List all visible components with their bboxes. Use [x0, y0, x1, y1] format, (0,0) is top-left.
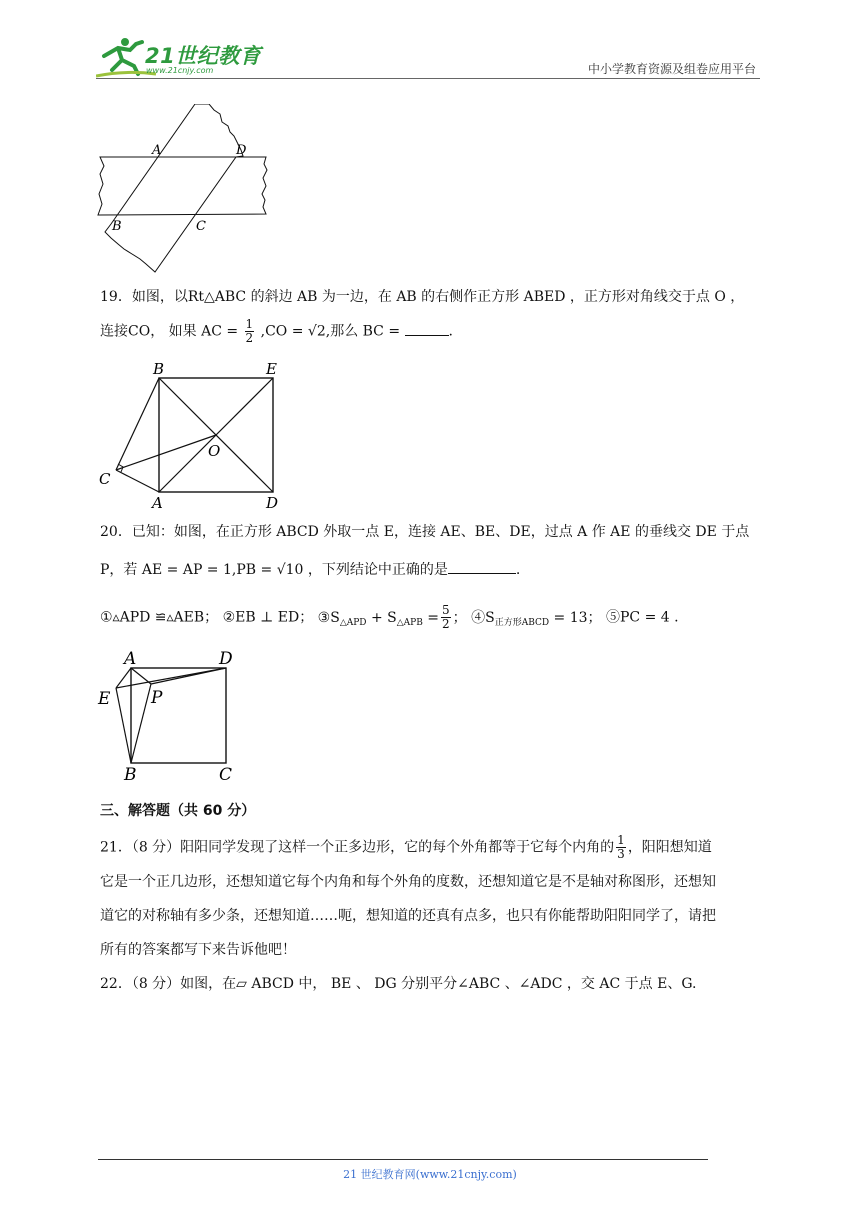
label-b: B — [112, 219, 122, 234]
label-a: A — [124, 649, 137, 669]
label-e: E — [98, 689, 111, 709]
logo-text: 21世纪教育 — [145, 44, 262, 68]
option-5: ⑤PC = 4 . — [606, 609, 679, 626]
q19-frac-num: 1 — [245, 317, 254, 331]
option-4-value: = 13； — [549, 609, 602, 626]
q19-period: . — [448, 323, 453, 340]
label-o: O — [208, 442, 221, 460]
question-20-line2 — [100, 560, 764, 580]
question-19-line1: 19．如图，以Rt△ABC 的斜边 AB 为一边，在 AB 的右侧作正方形 ABED ，正方形对角线交于点 O ， — [100, 289, 745, 305]
question-19-line2 — [100, 318, 764, 345]
option-4-s: ④S — [471, 609, 495, 626]
label-a: A — [152, 143, 162, 158]
label-e: E — [266, 360, 277, 378]
label-d: D — [219, 649, 233, 669]
label-d: D — [236, 143, 247, 158]
label-c: C — [219, 765, 233, 785]
label-p: P — [151, 688, 163, 708]
label-d: D — [266, 494, 279, 512]
logo-url: www.21cnjy.com — [146, 66, 214, 75]
footer-link[interactable]: 21 世纪教育网(www.21cnjy.com) — [343, 1168, 517, 1181]
label-c: C — [99, 470, 111, 488]
option-4-sub: 正方形ABCD — [494, 617, 550, 628]
header-platform-name: 中小学教育资源及组卷应用平台 — [587, 62, 756, 76]
q21-fraction — [616, 834, 626, 861]
option-2: ②EB ⊥ ED； — [222, 609, 314, 626]
figure-20-square — [96, 646, 246, 786]
option-3-sub2: △APB — [396, 617, 423, 628]
answer-blank[interactable] — [405, 323, 449, 336]
option-3-fraction — [441, 604, 451, 631]
label-b: B — [153, 360, 165, 378]
q20-period: . — [515, 562, 521, 578]
option-3-num: 5 — [442, 603, 450, 617]
option-3-sub1: △APD — [339, 617, 367, 628]
section-title: 三、解答题（共 60 分） — [100, 803, 256, 819]
q19-text-b: ,CO = √2,那么 BC = — [260, 323, 401, 340]
label-b: B — [124, 765, 137, 785]
question-21-line1 — [100, 834, 764, 861]
question-21-line4: 所有的答案都写下来告诉他吧！ — [100, 942, 296, 958]
answer-blank[interactable] — [448, 561, 516, 574]
q21-frac-num: 1 — [617, 833, 625, 847]
option-3-den: 2 — [442, 617, 450, 631]
question-20-line1: 20．已知：如图，在正方形 ABCD 外取一点 E，连接 AE、BE、DE，过点 A 作 AE 的垂线交 DE 于点 — [100, 524, 750, 540]
figure-18-strips — [96, 104, 271, 276]
option-3-s: ③S — [317, 609, 340, 626]
question-22-line1: 22．（8 分）如图，在▱ ABCD 中， BE 、 DG 分别平分∠ABC 、∠ADC ，交 AC 于点 E、G. — [100, 976, 697, 992]
option-1: ①▵APD ≌▵AEB； — [100, 609, 219, 626]
header-divider — [96, 78, 760, 79]
option-3-eq: = — [422, 609, 440, 626]
option-3-plus: + S — [366, 609, 397, 626]
q19-frac-den: 2 — [245, 331, 254, 345]
option-3-end: ； — [452, 609, 467, 626]
label-a: A — [152, 494, 163, 512]
question-21-line3: 道它的对称轴有多少条，还想知道……呃，想知道的还真有点多，也只有你能帮助阳阳同学了，请把 — [100, 908, 716, 924]
option-4 — [471, 610, 601, 626]
q20-text-a: P，若 AE = AP = 1,PB = √10 ，下列结论中正确的是 — [100, 562, 448, 578]
option-3 — [317, 603, 467, 631]
footer-divider — [98, 1159, 708, 1160]
question-21-line2: 它是一个正几边形，还想知道它每个内角和每个外角的度数，还想知道它是不是轴对称图形，还想知 — [100, 874, 716, 890]
q21-text-b: ，阳阳想知道 — [627, 839, 712, 856]
q21-text-a: 21．（8 分）阳阳同学发现了这样一个正多边形，它的每个外角都等于它每个内角的 — [100, 839, 615, 856]
question-20-options — [100, 604, 764, 633]
label-c: C — [196, 219, 206, 234]
q19-text-a: 连接CO， 如果 AC = — [100, 323, 239, 340]
figure-19-square — [96, 360, 296, 512]
q21-frac-den: 3 — [617, 847, 625, 861]
q19-fraction — [245, 318, 255, 345]
